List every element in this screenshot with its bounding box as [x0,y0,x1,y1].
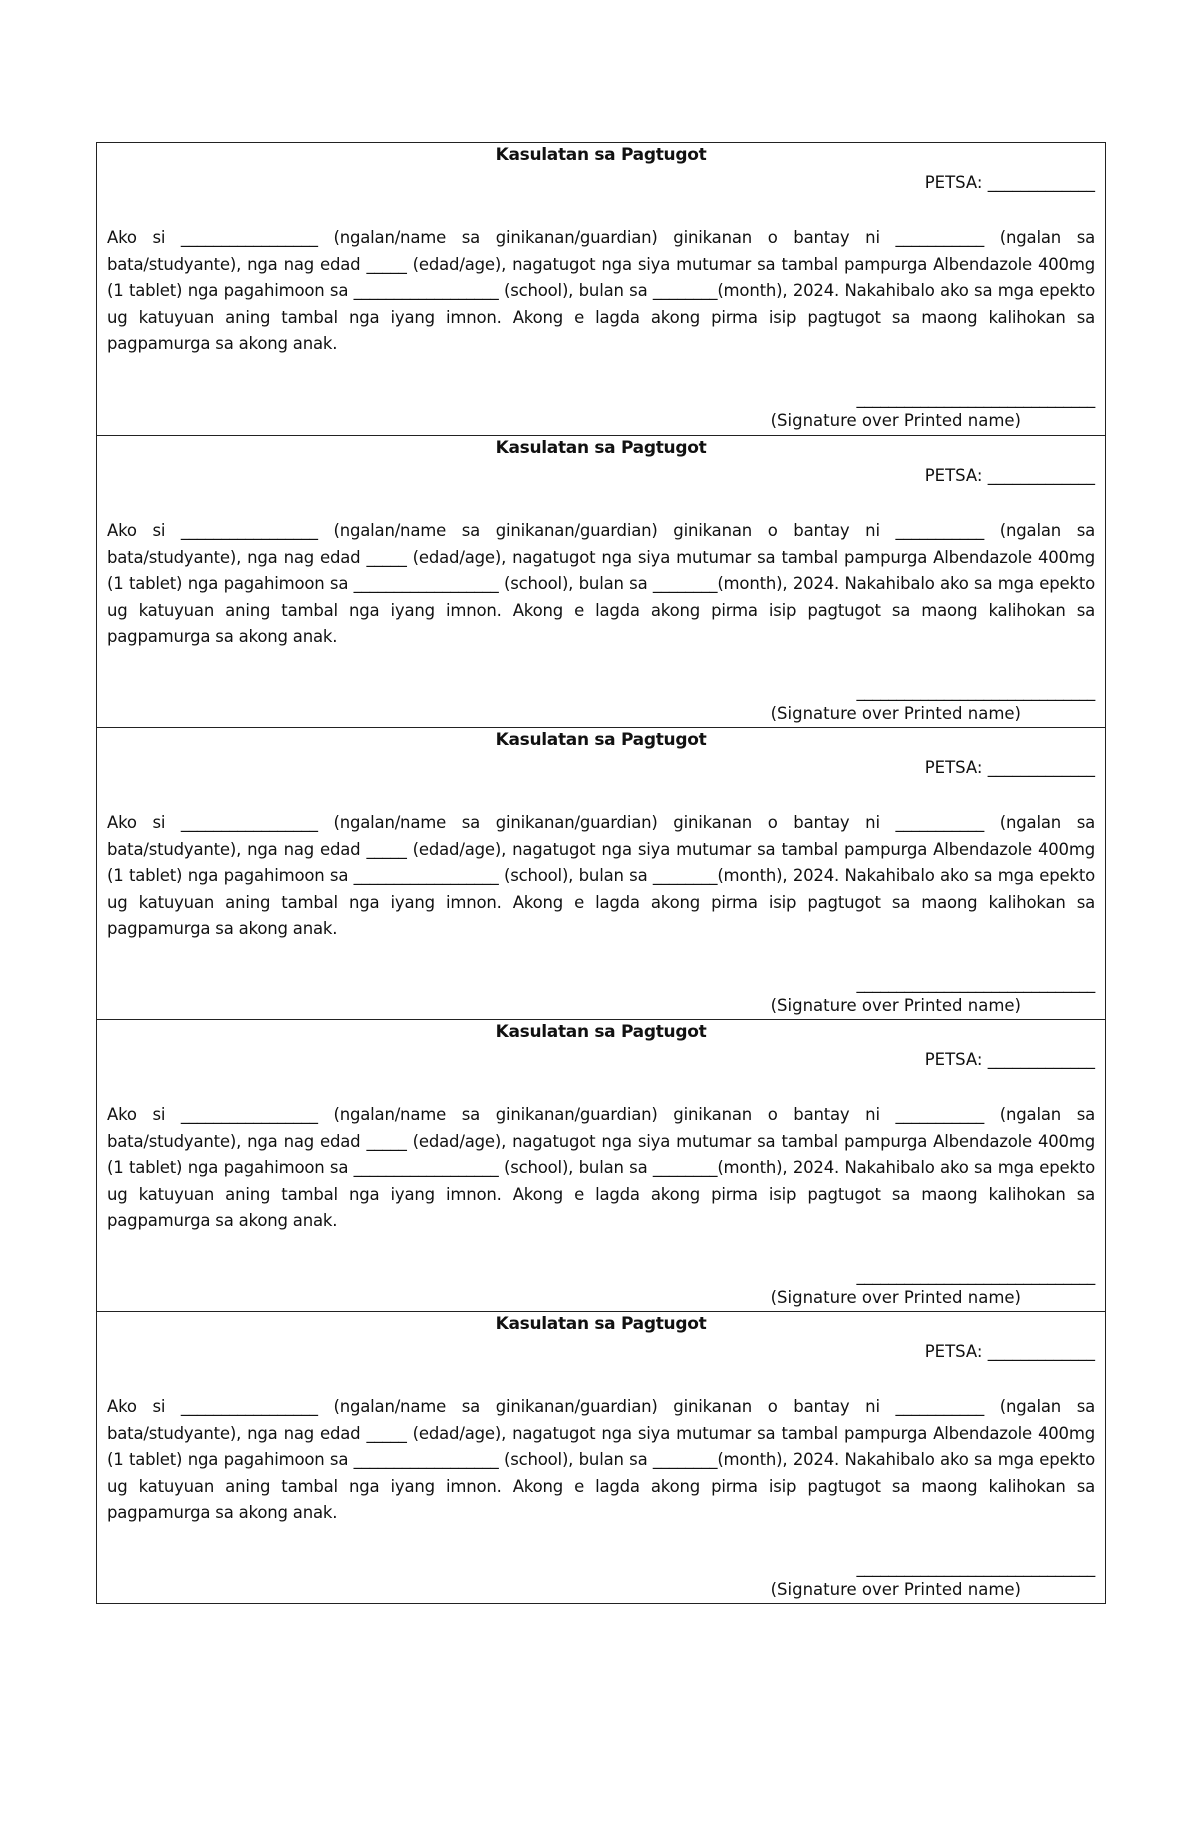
signature-line: ______________________________ [856,974,1095,993]
signature-caption: (Signature over Printed name) [770,1288,1021,1307]
signature-line: ______________________________ [856,1266,1095,1285]
slip-title: Kasulatan sa Pagtugot [495,1314,707,1334]
date-field: PETSA: _____________ [924,1342,1095,1361]
consent-statement: Ako si _________________ (ngalan/name sa ginikanan/guardian) ginikanan o bantay ni ___________ (ngalan sa bata/studyante), nga nag edad _____ (edad/age), nagatugot nga siya mutumar sa tambal pampurga Albendazole 400mg (1 tablet) nga pagahimoon sa __________________ (school), bulan sa ________(month), 2024. Nakahibalo ako sa mga epekto ug katuyuan aning tambal nga iyang imnon. Akong e lagda akong pirma isip pagtugot sa maong kalihokan sa pagpamurga sa akong anak. [107,228,1101,353]
signature-line: ______________________________ [856,682,1095,701]
consent-slip-2 [97,435,1105,727]
signature-caption: (Signature over Printed name) [770,704,1021,723]
consent-statement: Ako si _________________ (ngalan/name sa ginikanan/guardian) ginikanan o bantay ni ___________ (ngalan sa bata/studyante), nga nag edad _____ (edad/age), nagatugot nga siya mutumar sa tambal pampurga Albendazole 400mg (1 tablet) nga pagahimoon sa __________________ (school), bulan sa ________(month), 2024. Nakahibalo ako sa mga epekto ug katuyuan aning tambal nga iyang imnon. Akong e lagda akong pirma isip pagtugot sa maong kalihokan sa pagpamurga sa akong anak. [107,1105,1101,1230]
consent-statement: Ako si _________________ (ngalan/name sa ginikanan/guardian) ginikanan o bantay ni ___________ (ngalan sa bata/studyante), nga nag edad _____ (edad/age), nagatugot nga siya mutumar sa tambal pampurga Albendazole 400mg (1 tablet) nga pagahimoon sa __________________ (school), bulan sa ________(month), 2024. Nakahibalo ako sa mga epekto ug katuyuan aning tambal nga iyang imnon. Akong e lagda akong pirma isip pagtugot sa maong kalihokan sa pagpamurga sa akong anak. [107,813,1101,938]
date-field: PETSA: _____________ [924,173,1095,192]
consent-slip-1 [97,143,1105,435]
signature-caption: (Signature over Printed name) [770,1580,1021,1599]
signature-caption: (Signature over Printed name) [770,411,1021,430]
date-field: PETSA: _____________ [924,466,1095,485]
consent-slip-3 [97,727,1105,1019]
slip-title: Kasulatan sa Pagtugot [495,145,707,165]
consent-slip-5 [97,1311,1105,1603]
consent-statement: Ako si _________________ (ngalan/name sa ginikanan/guardian) ginikanan o bantay ni ___________ (ngalan sa bata/studyante), nga nag edad _____ (edad/age), nagatugot nga siya mutumar sa tambal pampurga Albendazole 400mg (1 tablet) nga pagahimoon sa __________________ (school), bulan sa ________(month), 2024. Nakahibalo ako sa mga epekto ug katuyuan aning tambal nga iyang imnon. Akong e lagda akong pirma isip pagtugot sa maong kalihokan sa pagpamurga sa akong anak. [107,521,1101,646]
slip-title: Kasulatan sa Pagtugot [495,1022,707,1042]
slip-title: Kasulatan sa Pagtugot [495,438,707,458]
consent-slip-4 [97,1019,1105,1311]
date-field: PETSA: _____________ [924,758,1095,777]
consent-statement: Ako si _________________ (ngalan/name sa ginikanan/guardian) ginikanan o bantay ni ___________ (ngalan sa bata/studyante), nga nag edad _____ (edad/age), nagatugot nga siya mutumar sa tambal pampurga Albendazole 400mg (1 tablet) nga pagahimoon sa __________________ (school), bulan sa ________(month), 2024. Nakahibalo ako sa mga epekto ug katuyuan aning tambal nga iyang imnon. Akong e lagda akong pirma isip pagtugot sa maong kalihokan sa pagpamurga sa akong anak. [107,1397,1101,1522]
slip-title: Kasulatan sa Pagtugot [495,730,707,750]
signature-line: ______________________________ [856,1558,1095,1577]
signature-line: ______________________________ [856,389,1095,408]
signature-caption: (Signature over Printed name) [770,996,1021,1015]
date-field: PETSA: _____________ [924,1050,1095,1069]
consent-form-table [96,142,1106,1604]
